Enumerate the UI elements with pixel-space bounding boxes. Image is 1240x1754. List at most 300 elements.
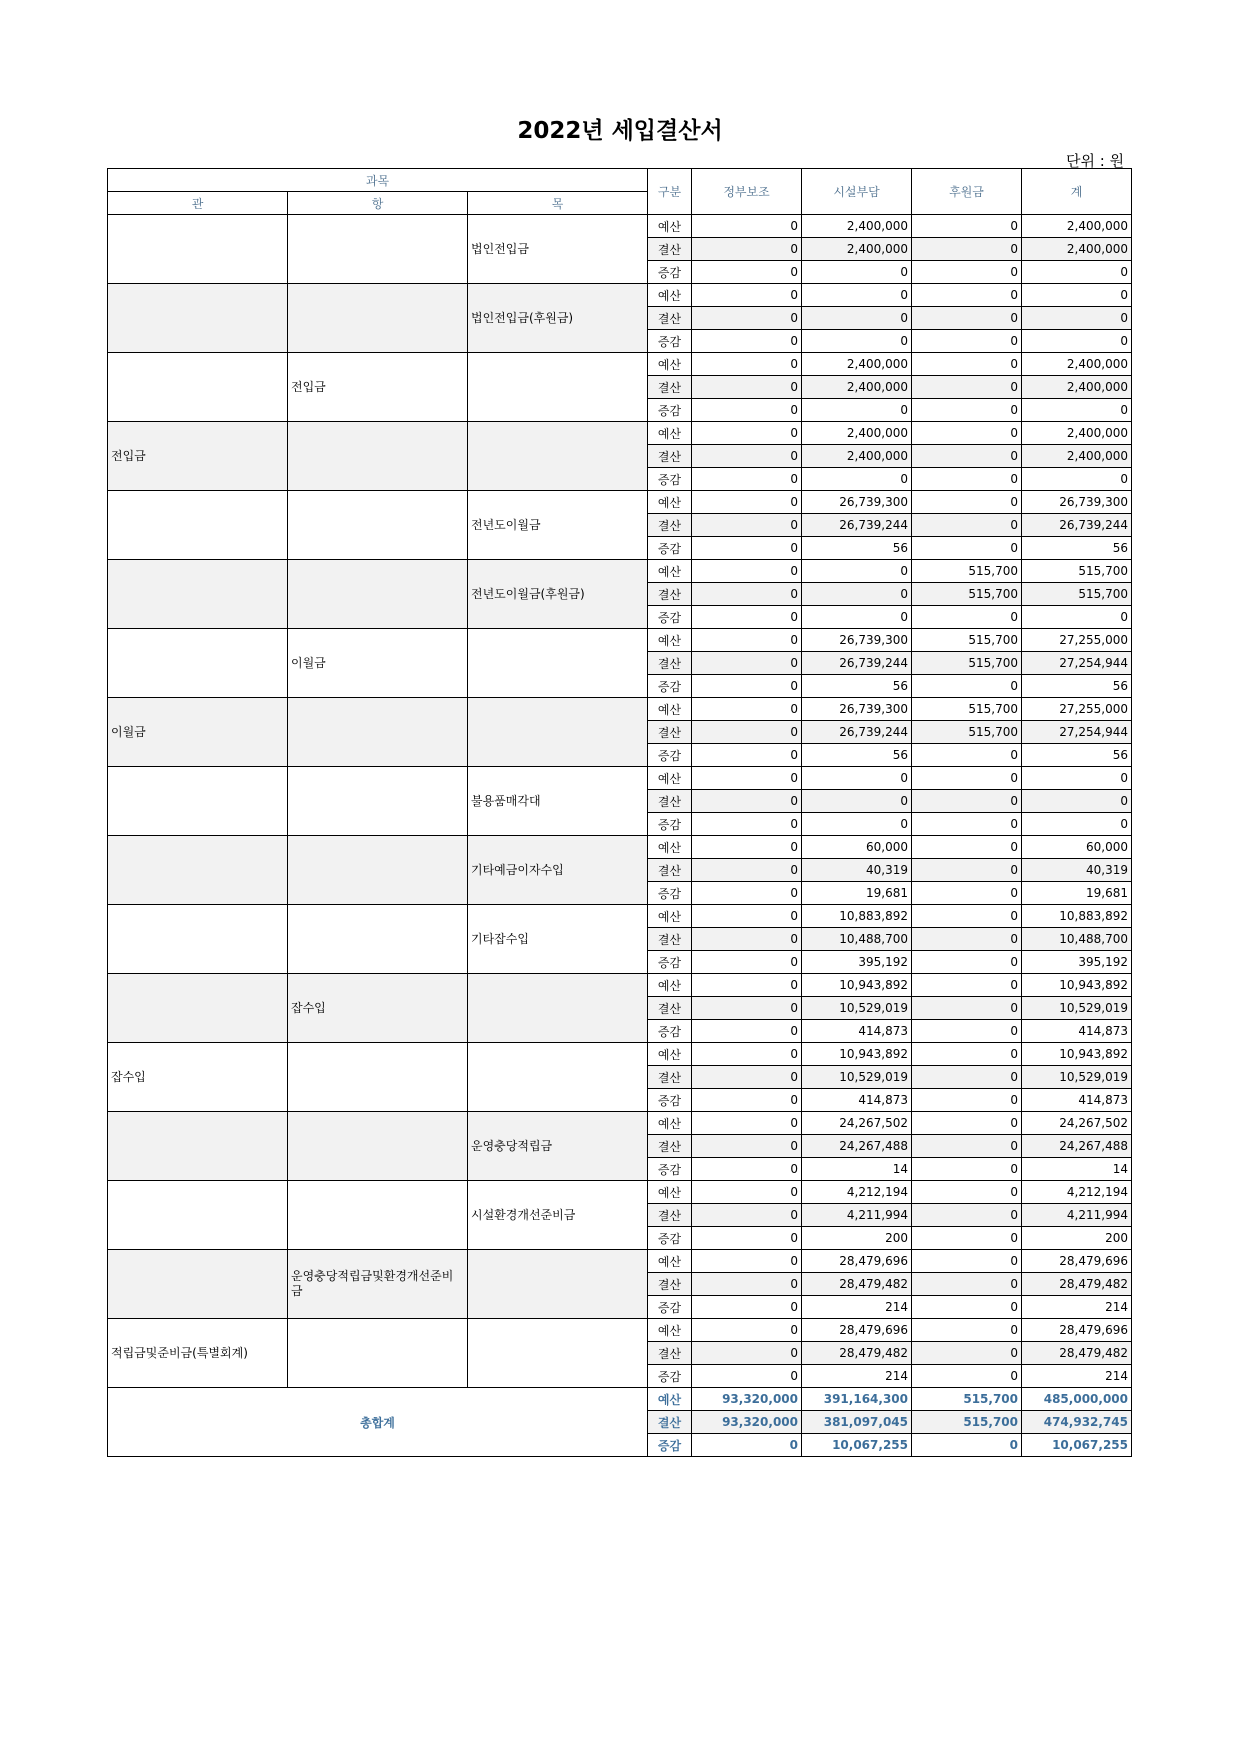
amount-cell: 0 bbox=[1022, 399, 1132, 422]
amount-cell: 0 bbox=[692, 721, 802, 744]
amount-cell: 0 bbox=[802, 468, 912, 491]
amount-cell: 0 bbox=[1022, 606, 1132, 629]
gubun-cell: 결산 bbox=[648, 1066, 692, 1089]
amount-cell: 0 bbox=[692, 376, 802, 399]
amount-cell: 2,400,000 bbox=[802, 422, 912, 445]
mok-cell bbox=[468, 422, 648, 491]
amount-cell: 0 bbox=[912, 790, 1022, 813]
amount-cell: 515,700 bbox=[1022, 560, 1132, 583]
amount-cell: 414,873 bbox=[1022, 1089, 1132, 1112]
amount-cell: 2,400,000 bbox=[1022, 422, 1132, 445]
amount-cell: 0 bbox=[692, 1181, 802, 1204]
table-row bbox=[108, 284, 1132, 307]
amount-cell: 19,681 bbox=[1022, 882, 1132, 905]
gubun-cell: 증감 bbox=[648, 399, 692, 422]
amount-cell: 0 bbox=[912, 606, 1022, 629]
amount-cell: 0 bbox=[1022, 261, 1132, 284]
amount-cell: 414,873 bbox=[802, 1089, 912, 1112]
hang-cell: 운영충당적립금및환경개선준비금 bbox=[288, 1250, 468, 1319]
amount-cell: 0 bbox=[692, 1434, 802, 1457]
col-header-total: 계 bbox=[1022, 169, 1132, 215]
amount-cell: 0 bbox=[692, 859, 802, 882]
gwan-cell: 이월금 bbox=[108, 698, 288, 767]
gubun-cell: 증감 bbox=[648, 537, 692, 560]
gubun-cell: 증감 bbox=[648, 744, 692, 767]
table-row bbox=[108, 629, 1132, 652]
table-row bbox=[108, 836, 1132, 859]
gubun-cell: 예산 bbox=[648, 1388, 692, 1411]
gubun-cell: 결산 bbox=[648, 583, 692, 606]
amount-cell: 0 bbox=[692, 1089, 802, 1112]
amount-cell: 515,700 bbox=[912, 1411, 1022, 1434]
mok-cell bbox=[468, 1043, 648, 1112]
amount-cell: 0 bbox=[912, 376, 1022, 399]
amount-cell: 0 bbox=[802, 261, 912, 284]
gwan-cell bbox=[108, 215, 288, 284]
amount-cell: 26,739,244 bbox=[802, 652, 912, 675]
amount-cell: 0 bbox=[692, 974, 802, 997]
amount-cell: 2,400,000 bbox=[802, 215, 912, 238]
gubun-cell: 증감 bbox=[648, 606, 692, 629]
amount-cell: 0 bbox=[802, 330, 912, 353]
amount-cell: 0 bbox=[692, 1020, 802, 1043]
mok-cell bbox=[468, 1319, 648, 1388]
amount-cell: 60,000 bbox=[1022, 836, 1132, 859]
amount-cell: 395,192 bbox=[802, 951, 912, 974]
amount-cell: 414,873 bbox=[1022, 1020, 1132, 1043]
amount-cell: 0 bbox=[912, 399, 1022, 422]
amount-cell: 60,000 bbox=[802, 836, 912, 859]
col-header-gov: 정부보조 bbox=[692, 169, 802, 215]
amount-cell: 0 bbox=[912, 1112, 1022, 1135]
amount-cell: 0 bbox=[802, 606, 912, 629]
gubun-cell: 증감 bbox=[648, 882, 692, 905]
gwan-cell bbox=[108, 284, 288, 353]
amount-cell: 24,267,502 bbox=[802, 1112, 912, 1135]
mok-cell: 법인전입금 bbox=[468, 215, 648, 284]
gubun-cell: 결산 bbox=[648, 997, 692, 1020]
amount-cell: 0 bbox=[692, 698, 802, 721]
amount-cell: 0 bbox=[692, 1296, 802, 1319]
mok-header: 목 bbox=[468, 192, 648, 215]
gubun-cell: 증감 bbox=[648, 1296, 692, 1319]
hang-cell bbox=[288, 1043, 468, 1112]
amount-cell: 0 bbox=[802, 813, 912, 836]
gubun-cell: 결산 bbox=[648, 859, 692, 882]
mok-cell: 운영충당적립금 bbox=[468, 1112, 648, 1181]
amount-cell: 0 bbox=[692, 468, 802, 491]
amount-cell: 515,700 bbox=[912, 560, 1022, 583]
amount-cell: 27,254,944 bbox=[1022, 721, 1132, 744]
amount-cell: 0 bbox=[692, 928, 802, 951]
amount-cell: 0 bbox=[692, 1250, 802, 1273]
gubun-cell: 결산 bbox=[648, 928, 692, 951]
amount-cell: 0 bbox=[912, 1181, 1022, 1204]
table-row bbox=[108, 1112, 1132, 1135]
amount-cell: 0 bbox=[692, 491, 802, 514]
amount-cell: 214 bbox=[1022, 1365, 1132, 1388]
gubun-cell: 예산 bbox=[648, 215, 692, 238]
amount-cell: 0 bbox=[692, 675, 802, 698]
hang-cell bbox=[288, 560, 468, 629]
amount-cell: 0 bbox=[912, 974, 1022, 997]
gwan-cell: 잡수입 bbox=[108, 1043, 288, 1112]
table-row bbox=[108, 767, 1132, 790]
amount-cell: 0 bbox=[692, 560, 802, 583]
amount-cell: 26,739,300 bbox=[802, 698, 912, 721]
amount-cell: 0 bbox=[912, 1158, 1022, 1181]
gubun-cell: 예산 bbox=[648, 698, 692, 721]
amount-cell: 10,067,255 bbox=[1022, 1434, 1132, 1457]
amount-cell: 2,400,000 bbox=[1022, 353, 1132, 376]
amount-cell: 10,529,019 bbox=[1022, 1066, 1132, 1089]
amount-cell: 0 bbox=[692, 1319, 802, 1342]
amount-cell: 24,267,488 bbox=[1022, 1135, 1132, 1158]
amount-cell: 0 bbox=[1022, 307, 1132, 330]
gubun-cell: 증감 bbox=[648, 1227, 692, 1250]
gubun-cell: 예산 bbox=[648, 836, 692, 859]
amount-cell: 4,212,194 bbox=[1022, 1181, 1132, 1204]
gwan-cell bbox=[108, 491, 288, 560]
amount-cell: 24,267,488 bbox=[802, 1135, 912, 1158]
amount-cell: 0 bbox=[912, 284, 1022, 307]
table-row bbox=[108, 491, 1132, 514]
amount-cell: 0 bbox=[692, 1342, 802, 1365]
table-body bbox=[108, 215, 1132, 1457]
amount-cell: 2,400,000 bbox=[802, 353, 912, 376]
amount-cell: 0 bbox=[692, 1227, 802, 1250]
amount-cell: 0 bbox=[692, 399, 802, 422]
gubun-cell: 결산 bbox=[648, 1342, 692, 1365]
gubun-cell: 증감 bbox=[648, 1089, 692, 1112]
amount-cell: 0 bbox=[912, 330, 1022, 353]
hang-cell bbox=[288, 284, 468, 353]
gubun-cell: 증감 bbox=[648, 951, 692, 974]
amount-cell: 56 bbox=[802, 675, 912, 698]
amount-cell: 19,681 bbox=[802, 882, 912, 905]
amount-cell: 0 bbox=[692, 1066, 802, 1089]
amount-cell: 0 bbox=[912, 836, 1022, 859]
gubun-cell: 증감 bbox=[648, 1434, 692, 1457]
amount-cell: 10,943,892 bbox=[802, 974, 912, 997]
amount-cell: 0 bbox=[692, 882, 802, 905]
grand-total-label: 총합계 bbox=[108, 1388, 648, 1457]
amount-cell: 28,479,696 bbox=[802, 1250, 912, 1273]
col-header-donation: 후원금 bbox=[912, 169, 1022, 215]
table-row bbox=[108, 422, 1132, 445]
amount-cell: 0 bbox=[912, 1342, 1022, 1365]
amount-cell: 0 bbox=[912, 997, 1022, 1020]
amount-cell: 0 bbox=[912, 1204, 1022, 1227]
hang-cell: 이월금 bbox=[288, 629, 468, 698]
amount-cell: 515,700 bbox=[912, 652, 1022, 675]
amount-cell: 93,320,000 bbox=[692, 1411, 802, 1434]
amount-cell: 0 bbox=[802, 560, 912, 583]
amount-cell: 0 bbox=[912, 491, 1022, 514]
amount-cell: 4,211,994 bbox=[1022, 1204, 1132, 1227]
amount-cell: 14 bbox=[802, 1158, 912, 1181]
gubun-cell: 결산 bbox=[648, 721, 692, 744]
amount-cell: 0 bbox=[692, 836, 802, 859]
amount-cell: 40,319 bbox=[1022, 859, 1132, 882]
mok-cell bbox=[468, 1250, 648, 1319]
amount-cell: 10,067,255 bbox=[802, 1434, 912, 1457]
mok-cell: 전년도이월금(후원금) bbox=[468, 560, 648, 629]
amount-cell: 2,400,000 bbox=[802, 376, 912, 399]
amount-cell: 56 bbox=[802, 744, 912, 767]
gubun-cell: 예산 bbox=[648, 422, 692, 445]
gubun-cell: 결산 bbox=[648, 1273, 692, 1296]
gubun-cell: 예산 bbox=[648, 629, 692, 652]
amount-cell: 0 bbox=[692, 422, 802, 445]
amount-cell: 2,400,000 bbox=[1022, 238, 1132, 261]
table-row bbox=[108, 1043, 1132, 1066]
amount-cell: 2,400,000 bbox=[1022, 445, 1132, 468]
gubun-cell: 예산 bbox=[648, 353, 692, 376]
amount-cell: 0 bbox=[912, 215, 1022, 238]
gwan-cell bbox=[108, 767, 288, 836]
amount-cell: 10,943,892 bbox=[1022, 974, 1132, 997]
gwan-cell bbox=[108, 1181, 288, 1250]
table-row bbox=[108, 905, 1132, 928]
table-row bbox=[108, 1250, 1132, 1273]
table-row bbox=[108, 560, 1132, 583]
document-title: 2022년 세입결산서 bbox=[517, 118, 723, 144]
amount-cell: 10,529,019 bbox=[1022, 997, 1132, 1020]
amount-cell: 214 bbox=[1022, 1296, 1132, 1319]
hang-header: 항 bbox=[288, 192, 468, 215]
gubun-cell: 결산 bbox=[648, 1204, 692, 1227]
gwan-cell bbox=[108, 836, 288, 905]
amount-cell: 0 bbox=[912, 744, 1022, 767]
amount-cell: 0 bbox=[912, 422, 1022, 445]
gubun-cell: 예산 bbox=[648, 1181, 692, 1204]
gubun-cell: 결산 bbox=[648, 1135, 692, 1158]
amount-cell: 26,739,244 bbox=[802, 514, 912, 537]
amount-cell: 0 bbox=[692, 284, 802, 307]
amount-cell: 0 bbox=[692, 1112, 802, 1135]
gubun-cell: 예산 bbox=[648, 560, 692, 583]
amount-cell: 0 bbox=[692, 238, 802, 261]
mok-cell bbox=[468, 353, 648, 422]
amount-cell: 0 bbox=[692, 1043, 802, 1066]
amount-cell: 2,400,000 bbox=[1022, 215, 1132, 238]
gwan-cell bbox=[108, 1250, 288, 1319]
amount-cell: 515,700 bbox=[912, 629, 1022, 652]
amount-cell: 0 bbox=[912, 882, 1022, 905]
amount-cell: 28,479,696 bbox=[1022, 1250, 1132, 1273]
amount-cell: 0 bbox=[912, 307, 1022, 330]
amount-cell: 414,873 bbox=[802, 1020, 912, 1043]
amount-cell: 0 bbox=[692, 652, 802, 675]
gubun-cell: 예산 bbox=[648, 284, 692, 307]
gubun-cell: 증감 bbox=[648, 1158, 692, 1181]
hang-cell: 잡수입 bbox=[288, 974, 468, 1043]
gubun-cell: 결산 bbox=[648, 307, 692, 330]
amount-cell: 10,883,892 bbox=[1022, 905, 1132, 928]
gwan-cell: 전입금 bbox=[108, 422, 288, 491]
amount-cell: 515,700 bbox=[1022, 583, 1132, 606]
amount-cell: 0 bbox=[692, 353, 802, 376]
amount-cell: 0 bbox=[912, 951, 1022, 974]
amount-cell: 381,097,045 bbox=[802, 1411, 912, 1434]
gwan-cell bbox=[108, 905, 288, 974]
amount-cell: 14 bbox=[1022, 1158, 1132, 1181]
gubun-cell: 증감 bbox=[648, 1020, 692, 1043]
amount-cell: 0 bbox=[692, 905, 802, 928]
unit-label: 단위 : 원 bbox=[1066, 152, 1125, 170]
table-row bbox=[108, 353, 1132, 376]
gwan-cell: 적립금및준비금(특별회계) bbox=[108, 1319, 288, 1388]
amount-cell: 0 bbox=[1022, 790, 1132, 813]
amount-cell: 0 bbox=[692, 606, 802, 629]
amount-cell: 0 bbox=[912, 1273, 1022, 1296]
amount-cell: 0 bbox=[692, 215, 802, 238]
gubun-cell: 결산 bbox=[648, 514, 692, 537]
amount-cell: 0 bbox=[1022, 330, 1132, 353]
amount-cell: 28,479,482 bbox=[802, 1342, 912, 1365]
amount-cell: 0 bbox=[912, 537, 1022, 560]
amount-cell: 10,883,892 bbox=[802, 905, 912, 928]
amount-cell: 27,255,000 bbox=[1022, 698, 1132, 721]
amount-cell: 26,739,300 bbox=[802, 629, 912, 652]
table-row bbox=[108, 1319, 1132, 1342]
hang-cell bbox=[288, 1112, 468, 1181]
amount-cell: 26,739,300 bbox=[802, 491, 912, 514]
amount-cell: 10,488,700 bbox=[802, 928, 912, 951]
amount-cell: 515,700 bbox=[912, 583, 1022, 606]
amount-cell: 214 bbox=[802, 1296, 912, 1319]
table-row bbox=[108, 215, 1132, 238]
amount-cell: 0 bbox=[692, 261, 802, 284]
gubun-cell: 결산 bbox=[648, 376, 692, 399]
mok-cell bbox=[468, 698, 648, 767]
amount-cell: 0 bbox=[912, 859, 1022, 882]
amount-cell: 24,267,502 bbox=[1022, 1112, 1132, 1135]
hang-cell bbox=[288, 836, 468, 905]
gubun-cell: 증감 bbox=[648, 675, 692, 698]
amount-cell: 0 bbox=[692, 583, 802, 606]
gubun-cell: 증감 bbox=[648, 261, 692, 284]
amount-cell: 4,212,194 bbox=[802, 1181, 912, 1204]
amount-cell: 395,192 bbox=[1022, 951, 1132, 974]
gubun-cell: 예산 bbox=[648, 1112, 692, 1135]
gubun-cell: 예산 bbox=[648, 1319, 692, 1342]
amount-cell: 0 bbox=[692, 790, 802, 813]
mok-cell: 법인전입금(후원금) bbox=[468, 284, 648, 353]
amount-cell: 56 bbox=[802, 537, 912, 560]
amount-cell: 27,254,944 bbox=[1022, 652, 1132, 675]
amount-cell: 26,739,300 bbox=[1022, 491, 1132, 514]
amount-cell: 10,529,019 bbox=[802, 997, 912, 1020]
amount-cell: 0 bbox=[912, 1043, 1022, 1066]
amount-cell: 0 bbox=[692, 1204, 802, 1227]
amount-cell: 0 bbox=[692, 997, 802, 1020]
amount-cell: 0 bbox=[802, 583, 912, 606]
amount-cell: 0 bbox=[692, 744, 802, 767]
amount-cell: 0 bbox=[912, 1296, 1022, 1319]
amount-cell: 0 bbox=[912, 675, 1022, 698]
amount-cell: 2,400,000 bbox=[802, 445, 912, 468]
hang-cell bbox=[288, 1181, 468, 1250]
amount-cell: 0 bbox=[692, 813, 802, 836]
amount-cell: 56 bbox=[1022, 537, 1132, 560]
amount-cell: 10,488,700 bbox=[1022, 928, 1132, 951]
amount-cell: 26,739,244 bbox=[802, 721, 912, 744]
gubun-cell: 결산 bbox=[648, 790, 692, 813]
mok-cell: 기타예금이자수입 bbox=[468, 836, 648, 905]
amount-cell: 10,529,019 bbox=[802, 1066, 912, 1089]
amount-cell: 10,943,892 bbox=[1022, 1043, 1132, 1066]
hang-cell: 전입금 bbox=[288, 353, 468, 422]
amount-cell: 0 bbox=[912, 905, 1022, 928]
mok-cell: 기타잡수입 bbox=[468, 905, 648, 974]
amount-cell: 28,479,482 bbox=[802, 1273, 912, 1296]
amount-cell: 28,479,696 bbox=[1022, 1319, 1132, 1342]
amount-cell: 56 bbox=[1022, 744, 1132, 767]
amount-cell: 26,739,244 bbox=[1022, 514, 1132, 537]
amount-cell: 0 bbox=[692, 330, 802, 353]
amount-cell: 0 bbox=[1022, 767, 1132, 790]
gubun-cell: 예산 bbox=[648, 905, 692, 928]
amount-cell: 0 bbox=[912, 1319, 1022, 1342]
amount-cell: 4,211,994 bbox=[802, 1204, 912, 1227]
amount-cell: 0 bbox=[802, 767, 912, 790]
mok-cell bbox=[468, 629, 648, 698]
hang-cell bbox=[288, 422, 468, 491]
amount-cell: 0 bbox=[912, 1066, 1022, 1089]
amount-cell: 0 bbox=[912, 468, 1022, 491]
gubun-cell: 증감 bbox=[648, 1365, 692, 1388]
gubun-cell: 증감 bbox=[648, 468, 692, 491]
amount-cell: 515,700 bbox=[912, 1388, 1022, 1411]
table-row bbox=[108, 698, 1132, 721]
amount-cell: 93,320,000 bbox=[692, 1388, 802, 1411]
mok-cell: 시설환경개선준비금 bbox=[468, 1181, 648, 1250]
gwan-cell bbox=[108, 1112, 288, 1181]
hang-cell bbox=[288, 491, 468, 560]
hang-cell bbox=[288, 767, 468, 836]
table-row bbox=[108, 974, 1132, 997]
header-row-1 bbox=[108, 169, 1132, 192]
amount-cell: 0 bbox=[692, 1135, 802, 1158]
amount-cell: 200 bbox=[1022, 1227, 1132, 1250]
gubun-cell: 결산 bbox=[648, 238, 692, 261]
amount-cell: 0 bbox=[912, 514, 1022, 537]
amount-cell: 28,479,482 bbox=[1022, 1273, 1132, 1296]
hang-cell bbox=[288, 1319, 468, 1388]
table-row bbox=[108, 1181, 1132, 1204]
amount-cell: 10,943,892 bbox=[802, 1043, 912, 1066]
gubun-cell: 결산 bbox=[648, 652, 692, 675]
gwan-cell bbox=[108, 353, 288, 422]
amount-cell: 27,255,000 bbox=[1022, 629, 1132, 652]
amount-cell: 0 bbox=[912, 353, 1022, 376]
gubun-cell: 증감 bbox=[648, 330, 692, 353]
amount-cell: 0 bbox=[912, 1227, 1022, 1250]
gubun-header: 구분 bbox=[648, 169, 692, 215]
amount-cell: 0 bbox=[692, 537, 802, 560]
subject-header: 과목 bbox=[108, 169, 648, 192]
gubun-cell: 결산 bbox=[648, 445, 692, 468]
amount-cell: 0 bbox=[692, 1365, 802, 1388]
amount-cell: 0 bbox=[692, 1273, 802, 1296]
amount-cell: 200 bbox=[802, 1227, 912, 1250]
amount-cell: 0 bbox=[692, 629, 802, 652]
amount-cell: 28,479,696 bbox=[802, 1319, 912, 1342]
amount-cell: 0 bbox=[912, 1020, 1022, 1043]
hang-cell bbox=[288, 905, 468, 974]
